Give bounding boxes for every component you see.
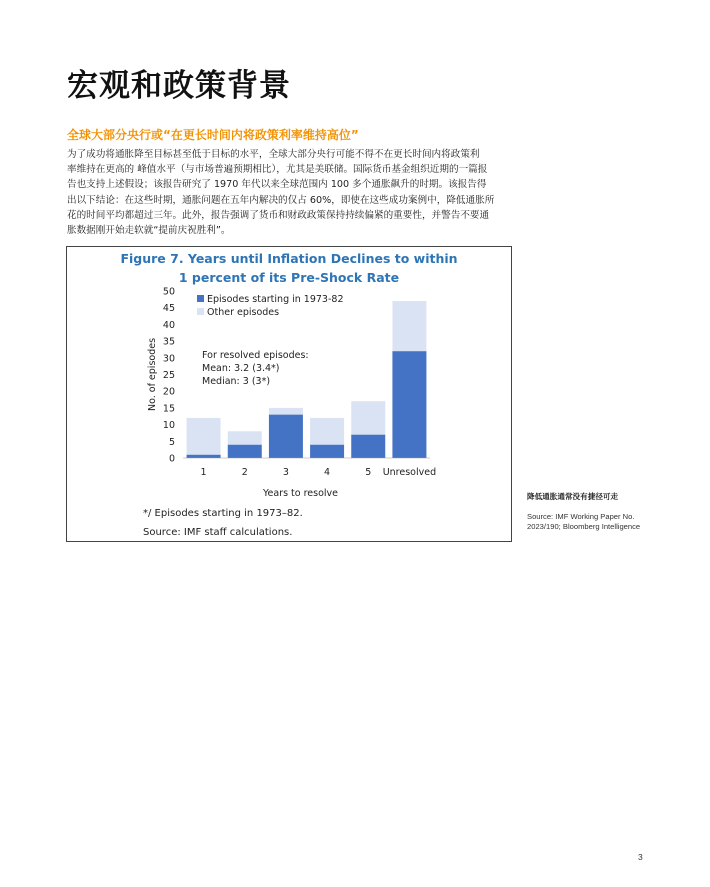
x-tick-label: 2 [241, 467, 248, 478]
bar-other-episodes [228, 431, 262, 444]
x-tick-label: 4 [324, 467, 331, 478]
chart-title-line: Figure 7. Years until Inflation Declines to within [120, 251, 458, 266]
y-tick-label: 40 [162, 319, 175, 331]
bar-episodes-1973-82 [351, 435, 385, 458]
y-tick-label: 15 [162, 403, 175, 415]
y-tick-label: 45 [162, 303, 175, 315]
bar-episodes-1973-82 [310, 445, 344, 458]
chart-footnote: */ Episodes starting in 1973–82. [143, 508, 303, 519]
y-tick-label: 20 [162, 386, 175, 398]
chart-annotation: Median: 3 (3*) [202, 376, 271, 387]
y-axis-label: No. of episodes [147, 337, 158, 412]
x-tick-label: 1 [200, 467, 207, 478]
chart-annotation: For resolved episodes: [202, 350, 309, 361]
y-tick-label: 5 [168, 436, 175, 448]
side-source: Source: IMF Working Paper No. 2023/190; Bloomberg Intelligence [527, 512, 641, 532]
bar-other-episodes [351, 401, 385, 434]
body-line: 率维持在更高的 峰值水平（与市场普遍预期相比），尤其是美联储。国际货币基金组织近期的一篇报 [67, 164, 488, 176]
page-title: 宏观和政策背景 [67, 68, 291, 104]
legend-label: Episodes starting in 1973-82 [207, 294, 344, 305]
chart-title-line: 1 percent of its Pre-Shock Rate [178, 270, 400, 285]
y-tick-label: 30 [162, 353, 175, 365]
chart-annotation: Mean: 3.2 (3.4*) [202, 363, 280, 374]
bar-other-episodes [310, 418, 344, 445]
body-line: 胀数据刚开始走软就“提前庆祝胜利”。 [67, 225, 231, 237]
bar-episodes-1973-82 [228, 445, 262, 458]
legend-label: Other episodes [207, 307, 280, 318]
bar-other-episodes [187, 418, 221, 455]
body-line: 为了成功将通胀降至目标甚至低于目标的水平，全球大部分央行可能不得不在更长时间内将政策利 [67, 149, 480, 160]
y-tick-label: 0 [168, 453, 175, 465]
legend-swatch [197, 308, 204, 315]
y-tick-label: 50 [162, 286, 175, 298]
x-axis-label: Years to resolve [262, 488, 339, 499]
bar-other-episodes [392, 301, 426, 351]
y-tick-label: 10 [162, 420, 175, 432]
side-caption: 降低通胀通常没有捷径可走 [527, 492, 619, 501]
bar-episodes-1973-82 [392, 351, 426, 458]
bar-episodes-1973-82 [187, 455, 221, 458]
body-line: 告也支持上述假设；该报告研究了 1970 年代以来全球范围内 100 多个通胀飙升的时期。该报告得 [67, 179, 487, 191]
bar-chart [67, 247, 511, 541]
legend-swatch [197, 295, 204, 302]
bar-episodes-1973-82 [269, 415, 303, 458]
body-line: 出以下结论：在这些时期，通胀问题在五年内解决的仅占 60%，即使在这些成功案例中，降低通胀所 [67, 194, 495, 206]
section-heading: 全球大部分央行或“在更长时间内将政策利率维持高位” [67, 128, 359, 142]
x-tick-label: 3 [282, 467, 289, 478]
bar-other-episodes [269, 408, 303, 415]
x-tick-label: 5 [365, 467, 372, 478]
figure-7 [66, 246, 512, 542]
y-tick-label: 35 [162, 336, 175, 348]
y-tick-label: 25 [162, 370, 175, 381]
chart-source: Source: IMF staff calculations. [143, 527, 293, 538]
body-line: 花的时间平均都超过三年。此外，报告强调了货币和财政政策保持持续偏紧的重要性，并警告不要通 [67, 209, 490, 221]
body-paragraph [67, 147, 517, 238]
page-number: 3 [638, 852, 643, 862]
x-tick-label: Unresolved [382, 467, 437, 478]
